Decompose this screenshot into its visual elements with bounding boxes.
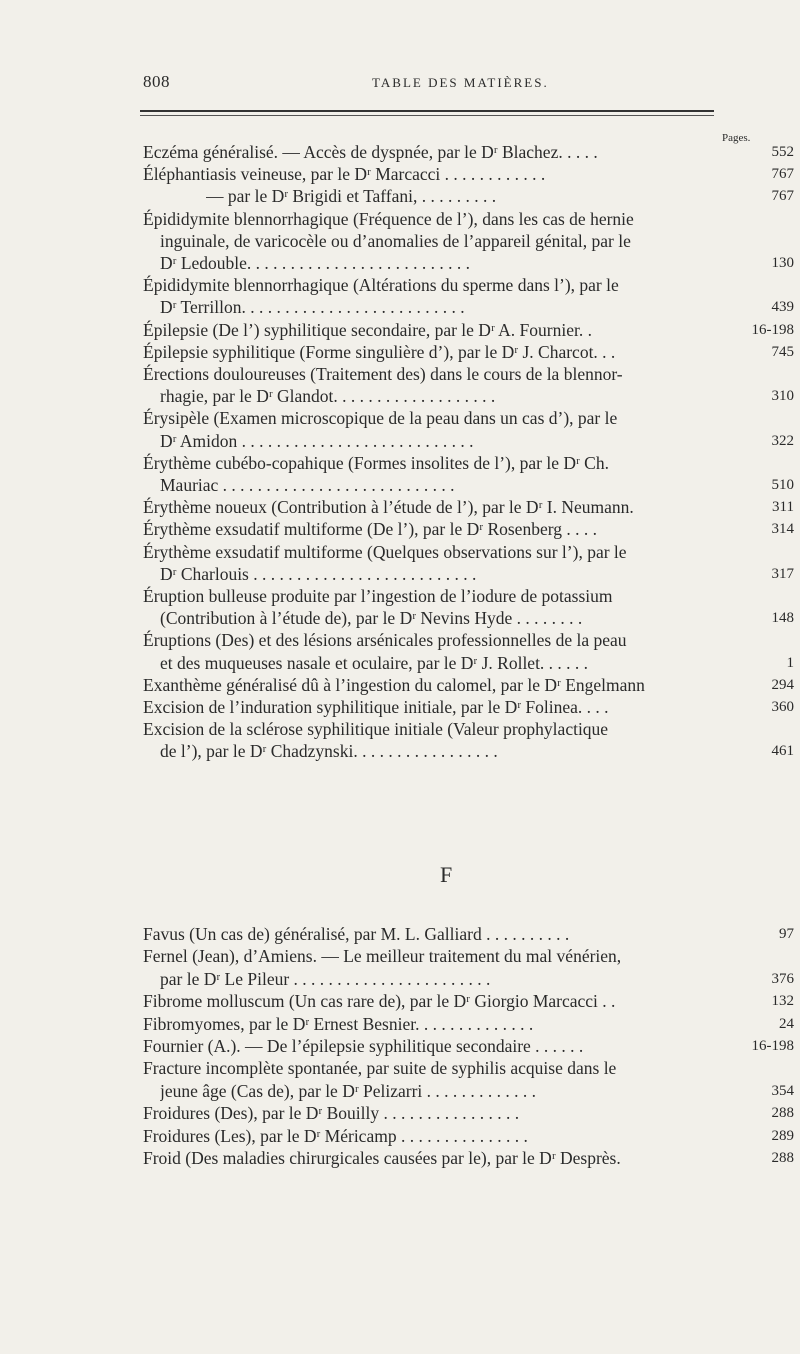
index-entry-line: Érythème cubébo-copahique (Formes insolites de l’), par le Dʳ Ch. (143, 452, 609, 473)
index-entry-line: Exanthème généralisé dû à l’ingestion du calomel, par le Dʳ Engelmann (143, 674, 645, 695)
index-entry-line: — par le Dʳ Brigidi et Taffani, . . . . . . . . . (206, 186, 497, 207)
index-entry-page: 745 (771, 343, 794, 360)
index-entry-page: 552 (771, 144, 794, 160)
index-entry-page: 317 (771, 565, 794, 582)
index-entry-line: Fracture incomplète spontanée, par suite de syphilis acquise dans le (143, 1058, 617, 1079)
index-entry-page: 24 (779, 1015, 794, 1032)
index-entry-line: Fibrome molluscum (Un cas rare de), par le Dʳ Giorgio Marcacci . . (143, 991, 616, 1012)
index-entry-line: (Contribution à l’étude de), par le Dʳ Nevins Hyde . . . . . . . . (160, 608, 583, 629)
index-entry-page: 311 (772, 499, 794, 516)
index-entry-line: Épididymite blennorrhagique (Fréquence de l’), dans les cas de hernie (143, 208, 634, 229)
index-entry-line: Érysipèle (Examen microscopique de la peau dans un cas d’), par le (143, 408, 618, 429)
index-entry-page: 439 (771, 299, 794, 316)
index-entry-line: Érections douloureuses (Traitement des) dans le cours de la blennor- (143, 364, 623, 384)
index-entry-line: Excision de la sclérose syphilitique initiale (Valeur prophylactique (143, 719, 609, 740)
pages-column-label: Pages. (722, 132, 751, 144)
index-entry-line: Érythème noueux (Contribution à l’étude de l’), par le Dʳ I. Neumann. (143, 497, 634, 518)
index-entry-line: Froidures (Des), par le Dʳ Bouilly . . . . . . . . . . . . . . . . (143, 1103, 520, 1124)
index-entry-line: Éléphantiasis veineuse, par le Dʳ Marcacci . . . . . . . . . . . . (143, 164, 546, 185)
index-entry-line: inguinale, de varicocèle ou d’anomalies de l’appareil génital, par le (160, 230, 631, 251)
index-entry-page: 16-198 (751, 321, 794, 338)
index-entry-line: Érythème exsudatif multiforme (Quelques observations sur l’), par le (143, 541, 627, 562)
index-entry-line: Dʳ Charlouis . . . . . . . . . . . . . . . . . . . . . . . . . . (160, 563, 477, 584)
index-entry-page: 289 (771, 1127, 794, 1144)
index-entry-line: Épididymite blennorrhagique (Altérations du sperme dans l’), par le (143, 275, 619, 296)
section-letter-f: F (440, 862, 453, 887)
index-entry-line: rhagie, par le Dʳ Glandot. . . . . . . . . . . . . . . . . . . (160, 386, 496, 407)
index-entry-page: 132 (771, 993, 794, 1010)
index-entry-line: Favus (Un cas de) généralisé, par M. L. Galliard . . . . . . . . . . (143, 924, 570, 944)
index-entry-page: 288 (771, 1150, 794, 1166)
index-entry-line: Excision de l’induration syphilitique initiale, par le Dʳ Folinea. . . . (143, 697, 609, 717)
running-title: TABLE DES MATIÈRES. (372, 75, 549, 90)
index-entry-line: jeune âge (Cas de), par le Dʳ Pelizarri . . . . . . . . . . . . . (160, 1080, 537, 1101)
index-entry-page: 376 (771, 970, 794, 987)
header-rule (140, 110, 714, 112)
index-entry-line: Froidures (Les), par le Dʳ Méricamp . . . . . . . . . . . . . . . (143, 1125, 528, 1146)
index-entry-page: 97 (779, 926, 794, 942)
index-entry-line: Fournier (A.). — De l’épilepsie syphilitique secondaire . . . . . . (143, 1036, 584, 1056)
index-entry-line: Eczéma généralisé. — Accès de dyspnée, par le Dʳ Blachez. . . . . (143, 142, 598, 162)
index-entry-line: Froid (Des maladies chirurgicales causées par le), par le Dʳ Desprès. (143, 1148, 621, 1168)
index-entry-line: Dʳ Ledouble. . . . . . . . . . . . . . . . . . . . . . . . . . (160, 253, 471, 273)
index-entry-page: 360 (771, 699, 794, 715)
index-entry-page: 130 (771, 255, 794, 271)
index-entry-line: Épilepsie syphilitique (Forme singulière d’), par le Dʳ J. Charcot. . . (143, 341, 616, 362)
index-entry-line: Mauriac . . . . . . . . . . . . . . . . . . . . . . . . . . . (160, 475, 455, 495)
page-number: 808 (143, 72, 170, 91)
index-entry-page: 310 (771, 388, 794, 405)
index-entry-page: 294 (771, 676, 794, 693)
index-entry-page: 354 (771, 1082, 794, 1099)
index-entry-line: Fernel (Jean), d’Amiens. — Le meilleur traitement du mal vénérien, (143, 946, 622, 967)
index-entry-page: 148 (771, 610, 794, 627)
index-entry-line: Dʳ Amidon . . . . . . . . . . . . . . . . . . . . . . . . . . . (160, 430, 474, 451)
index-entry-page: 461 (771, 743, 794, 760)
index-entry-page: 510 (771, 477, 794, 493)
index-entry-line: Fibromyomes, par le Dʳ Ernest Besnier. . . . . . . . . . . . . . (143, 1013, 534, 1034)
index-entry-line: Érythème exsudatif multiforme (De l’), par le Dʳ Rosenberg . . . . (143, 519, 597, 540)
index-entry-page: 322 (771, 432, 794, 449)
index-entry-line: par le Dʳ Le Pileur . . . . . . . . . . . . . . . . . . . . . . . (160, 968, 491, 989)
index-entry-line: Éruption bulleuse produite par l’ingestion de l’iodure de potassium (143, 586, 613, 606)
index-entry-line: de l’), par le Dʳ Chadzynski. . . . . . . . . . . . . . . . . (160, 741, 498, 762)
index-entry-page: 288 (771, 1105, 794, 1122)
index-entry-page: 1 (786, 654, 794, 671)
header-rule-thin (140, 115, 714, 116)
index-entry-line: Épilepsie (De l’) syphilitique secondaire, par le Dʳ A. Fournier. . (143, 319, 592, 340)
index-entry-line: Dʳ Terrillon. . . . . . . . . . . . . . . . . . . . . . . . . . (160, 297, 465, 318)
index-entry-line: et des muqueuses nasale et oculaire, par le Dʳ J. Rollet. . . . . . (160, 652, 589, 673)
index-entry-page: 767 (771, 166, 794, 183)
index-entry-page: 767 (771, 188, 794, 205)
index-entry-line: Éruptions (Des) et des lésions arsénicales professionnelles de la peau (143, 630, 627, 651)
index-entry-page: 314 (771, 521, 794, 538)
index-entry-page: 16-198 (751, 1038, 794, 1054)
